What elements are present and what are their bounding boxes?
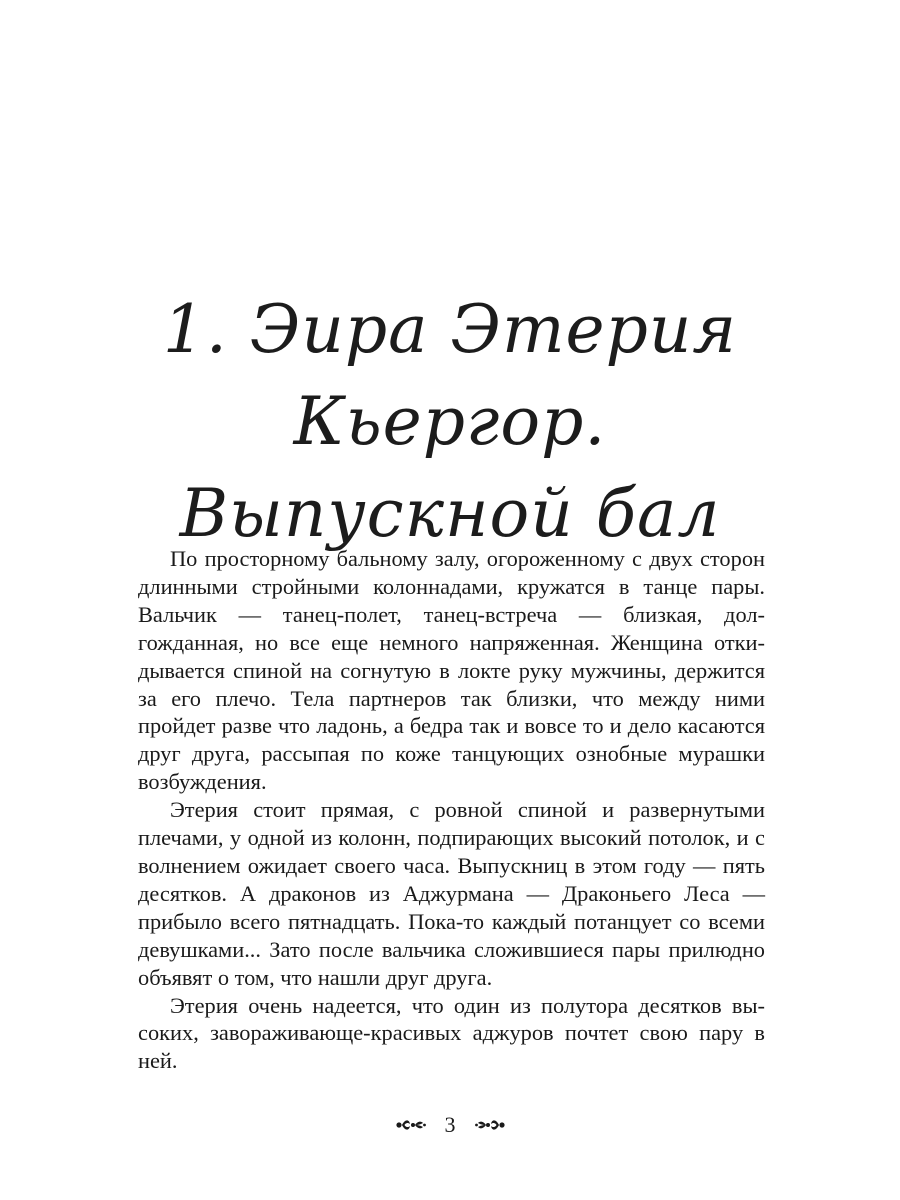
page-footer — [0, 1110, 900, 1140]
paragraph: По просторному бальному залу, огороженному с двух сторон длинными стройными колоннадами, кружатся в танце пары. Вальчик — танец-полет, танец-встреча — близкая, долгожданная, но все еще немного напряженная. Женщина откидывается спиной на согнутую в локте руку мужчины, держится за его плечо. Тела партнеров так близки, что между ними пройдет разве что ладонь, а бедра так и вовсе то и дело касаются друг друга, рассыпая по коже танцующих ознобные мурашки возбуждения. — [138, 546, 765, 795]
floral-ornament-icon — [474, 1115, 508, 1135]
page-number: 3 — [444, 1112, 456, 1137]
chapter-title — [100, 284, 800, 560]
paragraph: Этерия стоит прямая, с ровной спиной и развернутыми плечами, у одной из колонн, подпирающих высокий потолок, и с волнением ожидает своего часа. Выпускниц в этом году — пять десятков. А драконов из Аджурмана — Драконьего Леса — прибыло всего пятнадцать. Пока-то каждый потанцует со всеми девушками... Зато после вальчика сложившиеся пары прилюдно объявят о том, что нашли друг друга. — [138, 797, 765, 990]
chapter-title-line-3: Выпускной бал — [179, 475, 721, 553]
chapter-title-line-1: 1. Эира Этерия — [162, 291, 738, 369]
floral-ornament-icon — [393, 1115, 427, 1135]
chapter-body — [138, 545, 765, 1075]
paragraph: Этерия очень надеется, что один из полутора десятков высоких, завораживающе-красивых аджуров почтет свою пару в ней. — [138, 992, 765, 1074]
chapter-title-line-2: Кьергор. — [293, 383, 607, 461]
